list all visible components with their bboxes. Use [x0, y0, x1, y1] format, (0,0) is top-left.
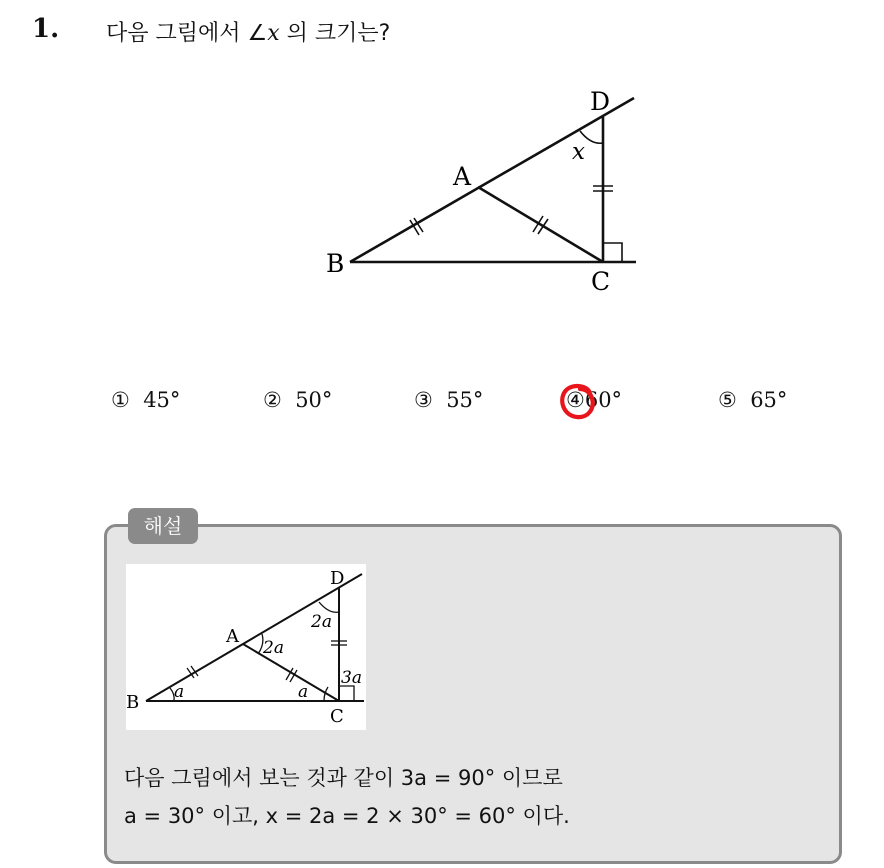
choice-2-text: 50° [295, 388, 333, 412]
solution-line-1: 다음 그림에서 보는 것과 같이 3a = 90° 이므로 [124, 766, 563, 790]
solution-tag: 해설 [128, 508, 198, 544]
sol-angle-A: 2a [263, 638, 284, 658]
selected-circle-mark [558, 381, 598, 421]
choice-5[interactable] [718, 388, 787, 412]
choice-1-text: 45° [143, 388, 181, 412]
sol-angle-C-right: 3a [341, 668, 362, 688]
label-A: A [453, 162, 472, 191]
label-x: x [572, 139, 585, 165]
sol-angle-C-left: a [298, 682, 309, 702]
triangle-figure [0, 0, 884, 320]
choice-2[interactable] [263, 388, 332, 412]
answer-choices [0, 388, 884, 424]
question-prefix: 다음 그림에서 ∠ [106, 21, 268, 46]
sol-label-B: B [126, 692, 140, 713]
choice-4-text: 60° [584, 388, 623, 412]
solution-line-2: a = 30° 이고, x = 2a = 2 × 30° = 60° 이다. [124, 804, 570, 828]
choice-3-marker: ③ [414, 388, 433, 412]
choice-2-marker: ② [263, 388, 282, 412]
sol-label-A: A [226, 626, 239, 647]
sol-angle-B: a [174, 682, 185, 702]
choice-4-marker: ④ [566, 388, 585, 412]
label-C: C [591, 267, 611, 296]
sol-label-D: D [330, 568, 345, 589]
choice-5-text: 65° [750, 388, 788, 412]
choice-1[interactable] [111, 388, 180, 412]
choice-4[interactable] [566, 388, 622, 412]
choice-3[interactable] [414, 388, 483, 412]
solution-figure [126, 564, 366, 730]
question-suffix: 의 크기는? [279, 21, 391, 46]
choice-1-marker: ① [111, 388, 130, 412]
sol-label-C: C [330, 706, 344, 727]
question-variable: x [267, 21, 280, 46]
choice-3-text: 55° [446, 388, 484, 412]
label-B: B [326, 249, 345, 278]
question-number: 1. [32, 14, 60, 44]
choice-5-marker: ⑤ [718, 388, 737, 412]
sol-angle-D: 2a [311, 612, 332, 632]
label-D: D [590, 87, 611, 116]
